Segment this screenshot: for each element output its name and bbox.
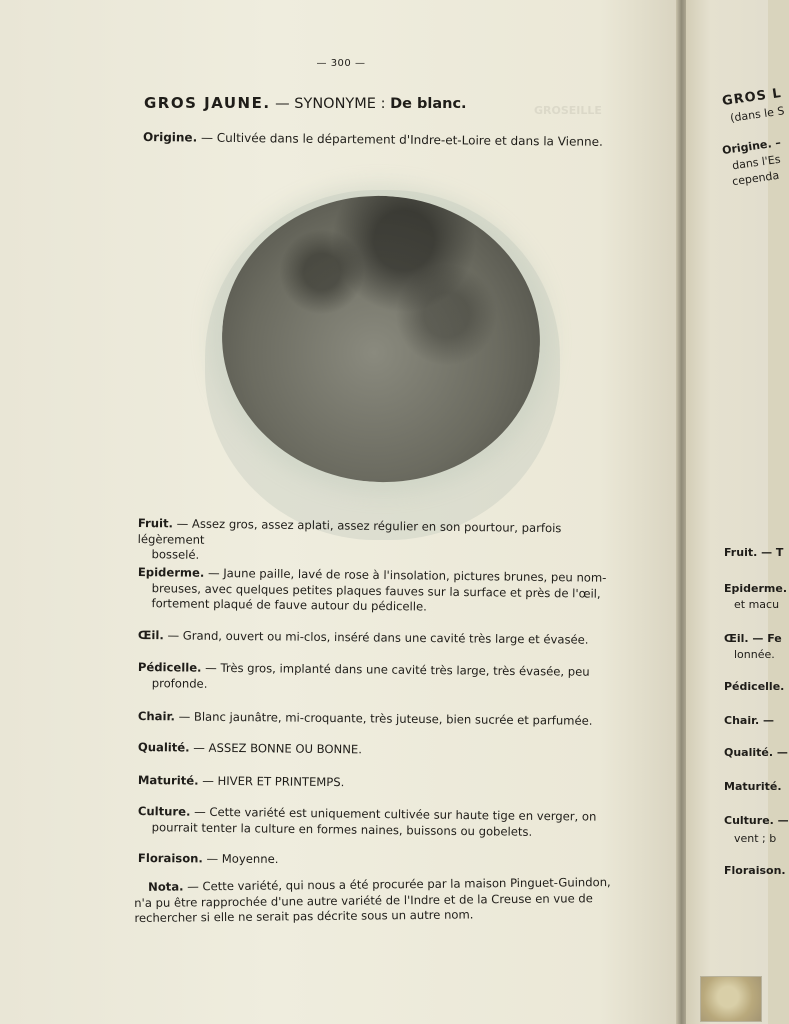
- right-subtitle: (dans le S: [729, 104, 786, 125]
- synonym-value: De blanc.: [390, 96, 467, 112]
- right-word: lonnée.: [734, 648, 775, 661]
- origin-line: [143, 130, 603, 149]
- right-word: Maturité.: [724, 780, 782, 793]
- entry-fruit: [137, 516, 618, 568]
- right-word: Chair. —: [724, 714, 774, 727]
- entry-text: — ASSEZ BONNE OU BONNE.: [189, 740, 363, 757]
- entry-text: — Grand, ouvert ou mi-clos, inséré dans une cavité très large et évasée.: [163, 628, 589, 647]
- entry-qualite: [138, 740, 618, 761]
- entry-floraison: [138, 851, 618, 870]
- right-word: Floraison.: [724, 864, 786, 877]
- entry-text: — Très gros, implanté dans une cavité très large, très évasée, peu: [201, 660, 590, 679]
- right-word: Fruit. — T: [724, 546, 784, 559]
- entry-label: Fruit.: [137, 516, 174, 531]
- right-word: Qualité. —: [724, 746, 788, 759]
- right-origin-2: dans l'Es: [731, 152, 782, 173]
- entry-text: — Moyenne.: [202, 851, 279, 866]
- entry-label: Œil.: [137, 628, 164, 643]
- variety-name: GROS JAUNE.: [144, 94, 271, 112]
- entry-text: bosselé.: [151, 547, 200, 562]
- entry-label: Nota.: [147, 879, 184, 894]
- right-page: [686, 0, 789, 1024]
- entry-text: fortement plaqué de fauve autour du pédicelle.: [151, 596, 427, 614]
- entry-text: — Jaune paille, lavé de rose à l'insolation, pictures brunes, peu nom-: [204, 565, 607, 585]
- right-word: Pédicelle.: [724, 680, 785, 693]
- corner-thumbnail-image: [700, 976, 762, 1022]
- entry-label: Floraison.: [137, 851, 203, 866]
- variety-title: [144, 94, 467, 112]
- entry-text: profonde.: [151, 675, 208, 691]
- right-origin-3: cependa: [731, 168, 780, 189]
- entry-text: — Blanc jaunâtre, mi-croquante, très juteuse, bien sucrée et parfumée.: [174, 709, 593, 728]
- entry-nota: [134, 875, 624, 927]
- entry-maturite: [138, 773, 618, 794]
- page-number: — 300 —: [316, 58, 366, 69]
- origin-label: Origine.: [142, 130, 198, 145]
- right-title: GROS L: [721, 85, 783, 110]
- right-word: Culture. —: [724, 814, 789, 827]
- entry-text: — HIVER ET PRINTEMPS.: [198, 773, 345, 790]
- entry-epiderme: [137, 565, 618, 617]
- entry-text: breuses, avec quelques petites plaques fauves sur la surface et près de l'œil,: [151, 580, 601, 601]
- synonym-label: — SYNONYME :: [270, 96, 391, 112]
- entry-oeil: [138, 628, 618, 649]
- right-word: Œil. — Fe: [724, 632, 782, 645]
- right-word: Epiderme.: [724, 582, 788, 595]
- entry-text: n'a pu être rapprochée d'une autre variété de l'Indre et de la Creuse en vue de: [134, 890, 593, 910]
- entry-label: Chair.: [137, 709, 176, 724]
- entry-label: Maturité.: [137, 773, 199, 788]
- entry-label: Qualité.: [137, 740, 190, 755]
- right-word: vent ; b: [734, 832, 777, 845]
- entry-text: — Cette variété est uniquement cultivée sur haute tige en verger, on: [190, 804, 597, 824]
- right-origin: Origine. –: [721, 135, 782, 158]
- entry-text: rechercher si elle ne serait pas décrite sous un autre nom.: [134, 907, 474, 925]
- entry-culture: [138, 804, 618, 841]
- entry-text: — Assez gros, assez aplati, assez régulier en son pourtour, parfois légèrement: [137, 516, 562, 547]
- entry-label: Epiderme.: [137, 565, 205, 580]
- entry-text: pourrait tenter la culture en formes naines, buissons ou gobelets.: [151, 819, 533, 839]
- entry-pedicelle: [138, 660, 618, 696]
- right-word: et macu: [734, 598, 780, 611]
- entry-text: — Cette variété, qui nous a été procurée par la maison Pinguet-Guindon,: [183, 875, 611, 894]
- bleed-through-text: GROSEILLE: [534, 104, 602, 117]
- entry-label: Pédicelle.: [137, 660, 202, 675]
- origin-text: — Cultivée dans le département d'Indre-et-Loire et dans la Vienne.: [197, 130, 603, 149]
- entry-chair: [138, 709, 618, 730]
- entry-label: Culture.: [137, 804, 191, 819]
